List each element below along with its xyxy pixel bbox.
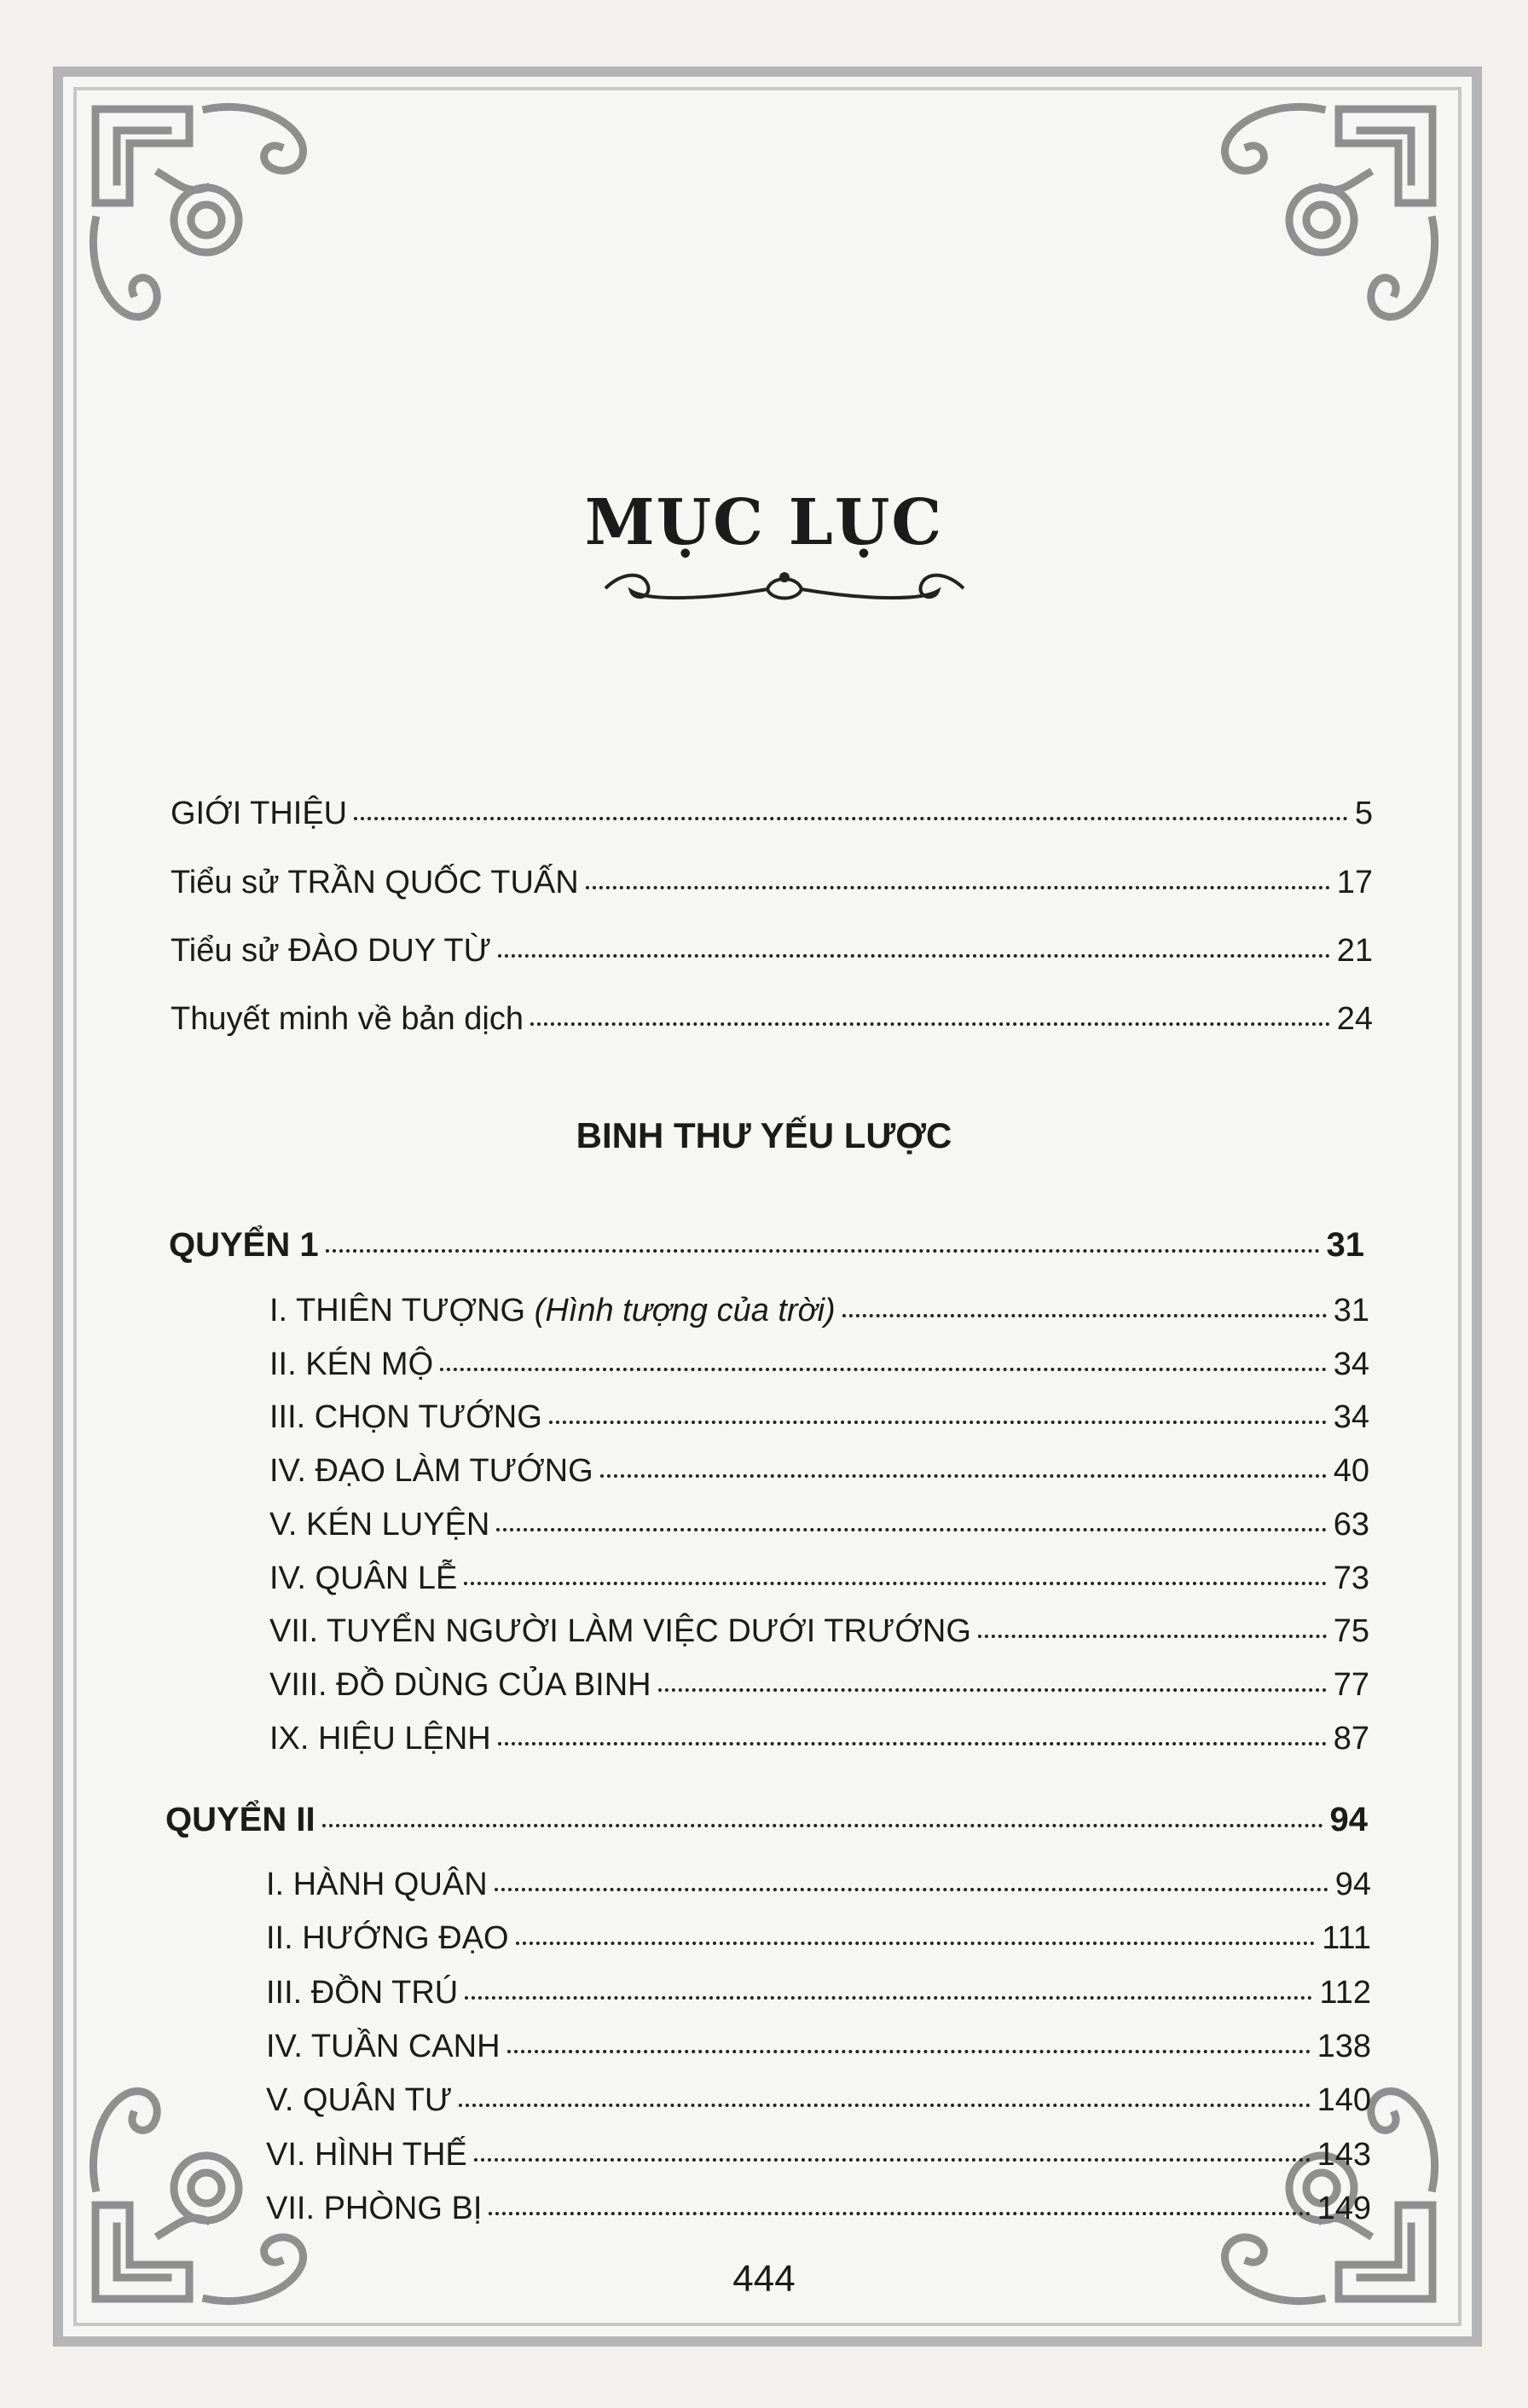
- toc-item-page: 63: [1333, 1507, 1369, 1543]
- leader-dots: [586, 886, 1330, 889]
- leader-dots: [549, 1421, 1327, 1424]
- toc-item-label: I. HÀNH QUÂN: [266, 1867, 488, 1902]
- toc-item-label: VII. PHÒNG BỊ: [266, 2191, 483, 2226]
- leader-dots: [600, 1474, 1327, 1478]
- toc-item[interactable]: [269, 1401, 1369, 1433]
- toc-item[interactable]: [266, 1868, 1371, 1901]
- toc-item-page: 140: [1317, 2082, 1371, 2118]
- toc-item-page: 31: [1333, 1293, 1369, 1328]
- toc-entry-label: Thuyết minh về bản dịch: [171, 1001, 524, 1037]
- leader-dots: [326, 1249, 1320, 1253]
- toc-entry-label: Tiểu sử TRẦN QUỐC TUẤN: [171, 865, 579, 900]
- toc-item[interactable]: [269, 1455, 1369, 1487]
- toc-item-label: I. THIÊN TƯỢNG (Hình tượng của trời): [269, 1293, 836, 1328]
- leader-dots: [516, 1942, 1316, 1945]
- leader-dots: [530, 1022, 1330, 1026]
- toc-item[interactable]: [269, 1294, 1369, 1327]
- leader-dots: [459, 2104, 1310, 2107]
- toc-volume-page: 31: [1326, 1226, 1364, 1264]
- toc-item-page: 87: [1333, 1721, 1369, 1757]
- toc-item-page: 111: [1322, 1920, 1371, 1956]
- toc-item[interactable]: [269, 1722, 1369, 1755]
- toc-item[interactable]: [269, 1348, 1369, 1381]
- toc-item-page: 94: [1334, 1867, 1371, 1902]
- toc-item[interactable]: [269, 1669, 1369, 1701]
- toc-item-label: IX. HIỆU LỆNH: [269, 1721, 491, 1757]
- toc-entry-biography-dao-duy-tu[interactable]: [171, 935, 1373, 967]
- toc-volume-1[interactable]: [169, 1228, 1364, 1262]
- toc-volume-label: QUYỂN 1: [169, 1226, 319, 1264]
- leader-dots: [507, 2050, 1311, 2053]
- toc-entry-biography-tran-quoc-tuan[interactable]: [171, 866, 1373, 899]
- toc-item[interactable]: [269, 1562, 1369, 1595]
- leader-dots: [978, 1635, 1327, 1638]
- leader-dots: [354, 817, 1348, 820]
- toc-item-label: V. QUÂN TƯ: [266, 2082, 453, 2118]
- page-title: MỤC LỤC: [584, 486, 944, 559]
- corner-ornament-icon: [1202, 92, 1450, 339]
- title-flourish-icon: [597, 567, 972, 610]
- section-heading: BINH THƯ YẾU LƯỢC: [576, 1115, 952, 1155]
- toc-item-page: 34: [1333, 1399, 1369, 1435]
- toc-item-note: (Hình tượng của trời): [534, 1293, 836, 1328]
- toc-item-label: IV. ĐẠO LÀM TƯỚNG: [269, 1453, 593, 1489]
- toc-item-label: IV. TUẦN CANH: [266, 2029, 501, 2064]
- page-number: 444: [732, 2258, 796, 2300]
- toc-item-page: 77: [1333, 1667, 1369, 1703]
- toc-entry-label: Tiểu sử ĐÀO DUY TỪ: [171, 933, 492, 969]
- leader-dots: [496, 1528, 1326, 1531]
- toc-item[interactable]: [266, 1922, 1371, 1954]
- toc-volume-page: 94: [1329, 1801, 1368, 1838]
- toc-item-label: III. CHỌN TƯỚNG: [269, 1399, 542, 1435]
- toc-item-page: 40: [1333, 1453, 1369, 1489]
- toc-item[interactable]: [266, 2192, 1371, 2225]
- toc-item-label: VII. TUYỂN NGƯỜI LÀM VIỆC DƯỚI TRƯỚNG: [269, 1613, 971, 1649]
- toc-entry-label: GIỚI THIỆU: [171, 796, 348, 831]
- leader-dots: [842, 1314, 1327, 1317]
- toc-item[interactable]: [266, 1977, 1371, 2009]
- toc-item[interactable]: [266, 2030, 1371, 2063]
- toc-item-label: IV. QUÂN LỄ: [269, 1560, 458, 1596]
- toc-item-page: 149: [1317, 2191, 1371, 2226]
- toc-item-page: 143: [1317, 2137, 1371, 2173]
- toc-entry-page: 24: [1336, 1001, 1373, 1037]
- leader-dots: [495, 1888, 1328, 1891]
- leader-dots: [322, 1824, 1323, 1827]
- toc-item-label: III. ĐỒN TRÚ: [266, 1975, 459, 2011]
- toc-entry-page: 21: [1336, 933, 1373, 969]
- toc-item-page: 112: [1319, 1975, 1371, 2011]
- leader-dots: [464, 1582, 1326, 1585]
- toc-item-page: 75: [1333, 1613, 1369, 1649]
- toc-item-page: 138: [1317, 2029, 1371, 2064]
- leader-dots: [498, 1742, 1327, 1745]
- toc-volume-2[interactable]: [165, 1803, 1368, 1837]
- leader-dots: [440, 1368, 1327, 1371]
- toc-item-label: VIII. ĐỒ DÙNG CỦA BINH: [269, 1667, 651, 1703]
- toc-item-label: II. HƯỚNG ĐẠO: [266, 1920, 509, 1956]
- toc-entry-page: 5: [1354, 796, 1373, 831]
- toc-item-page: 73: [1333, 1560, 1369, 1596]
- leader-dots: [474, 2158, 1311, 2162]
- corner-ornament-icon: [78, 92, 326, 339]
- leader-dots: [658, 1688, 1327, 1692]
- leader-dots: [498, 954, 1330, 958]
- toc-item-label: V. KÉN LUYỆN: [269, 1507, 490, 1543]
- toc-item[interactable]: [269, 1508, 1369, 1541]
- toc-item[interactable]: [266, 2139, 1371, 2171]
- toc-item-label: VI. HÌNH THẾ: [266, 2137, 467, 2173]
- toc-entry-intro[interactable]: [171, 797, 1373, 830]
- toc-item-label: II. KÉN MỘ: [269, 1346, 434, 1382]
- toc-item[interactable]: [269, 1615, 1369, 1647]
- toc-entry-page: 17: [1336, 865, 1373, 900]
- toc-volume-label: QUYỂN II: [165, 1801, 315, 1838]
- leader-dots: [465, 1996, 1312, 2000]
- toc-item[interactable]: [266, 2084, 1371, 2116]
- toc-item-page: 34: [1333, 1346, 1369, 1382]
- toc-entry-translation-notes[interactable]: [171, 1003, 1373, 1035]
- leader-dots: [489, 2212, 1310, 2215]
